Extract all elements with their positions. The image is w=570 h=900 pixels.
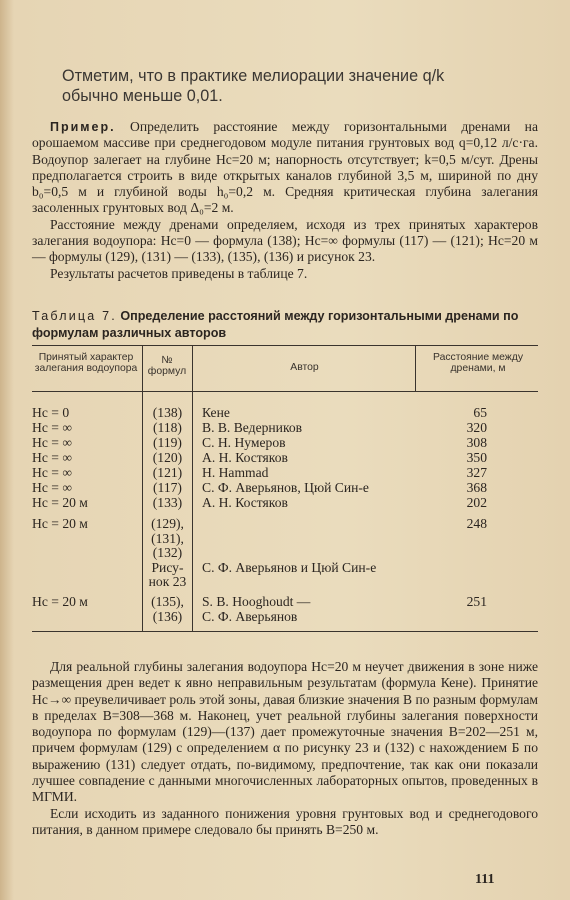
cell-distance: 202: [466, 495, 487, 510]
results-table: [32, 345, 538, 640]
example-paragraph-1: [32, 119, 538, 217]
table-header-rule: [32, 391, 538, 392]
cell-formula-multiline: [145, 595, 190, 624]
cell-condition: Hс = ∞: [32, 435, 73, 450]
cell-author: В. В. Ведерников: [202, 420, 303, 435]
conclusion-paragraph-1: Для реальной глубины залегания водоупора Hс=20 м неучет движения в зоне ниже размещения дрен ведет к явно неправильным результатам (формула Кене). Принятие Hс→∞ преувеличивает роль этой зоны, давая близкие значения B по разным формулам в пределах B=308—368 м. Наконец, учет реальной глубины залегания поверхности водоупора по формулам (129)—(137) дает промежуточные значения B=202—251 м, причем формулам (129) с определением α по рисунку 23 и (132) с нахождением Б по выражению (131) следует отдать, по-видимому, предпочтение, так как они показали лучшее совпадение с данными многочисленных лабораторных опытов, проведенных в МГМИ.: [32, 659, 538, 805]
cell-condition: Hс = ∞: [32, 480, 73, 495]
page-number: 111: [475, 872, 495, 887]
cell-distance: 251: [466, 594, 487, 609]
cell-author: С. Н. Нумеров: [202, 435, 286, 450]
example-text-1: Определить расстояние между горизонтальными дренами на орошаемом массиве при среднегодовом модуле питания грунтовых вод q=0,12 л/с·га. Водоупор залегает на глубине Hс=20 м; напорность отсутствует; k=0,5 м/сут. Дрены предполагается строить в виде открытых каналов глубиной 3,5 м, шириной по дну b₀=0,5 м и глубиной воды h₀=0,2 м. Средняя критическая глубина залегания засоленных грунтовых вод Δ₀=2 м.: [32, 119, 538, 216]
formula-line: (131),: [151, 530, 184, 546]
cell-author: А. Н. Костяков: [202, 495, 288, 510]
author-line: С. Ф. Аверьянов: [202, 608, 298, 624]
cell-distance: 320: [466, 420, 487, 435]
cell-formula: (119): [153, 435, 182, 450]
intro-line-2: обычно меньше 0,01.: [62, 87, 223, 105]
cell-author: А. Н. Костяков: [202, 450, 288, 465]
cell-condition: Hс = 20 м: [32, 594, 88, 609]
header-author: Автор: [290, 362, 319, 373]
cell-author: Кене: [202, 405, 230, 420]
table-top-rule: [32, 345, 538, 346]
formula-line: (129),: [151, 516, 184, 531]
cell-distance: 65: [473, 405, 487, 420]
formula-line: Рису-: [151, 559, 184, 575]
cell-condition: Hс = 20 м: [32, 516, 88, 531]
cell-formula-multiline: [145, 517, 190, 590]
table-bottom-rule: [32, 631, 538, 632]
example-section: [32, 119, 538, 282]
example-paragraph-3: Результаты расчетов приведены в таблице 7.: [50, 265, 308, 281]
formula-line: (135),: [151, 594, 184, 609]
formula-line: (132): [152, 545, 183, 561]
header-formula: № формул: [147, 355, 187, 377]
example-heading: Пример.: [50, 120, 116, 134]
table-title: Определение расстояний между горизонтальными дренами по формулам различных авторов: [32, 309, 519, 340]
header-condition: Принятый характер залегания водоупора: [34, 352, 138, 374]
conclusion-paragraph-2: Если исходить из заданного понижения уровня грунтовых вод и среднегодового питания, в данном примере следовало бы принять B=250 м.: [32, 805, 538, 837]
author-line: S. B. Hooghoudt —: [202, 594, 311, 609]
cell-author: С. Ф. Аверьянов, Цюй Син-е: [202, 480, 369, 495]
table-col-divider-3: [415, 345, 416, 391]
cell-condition: Hс = 0: [32, 405, 70, 420]
table-label: Таблица 7.: [32, 309, 117, 323]
cell-formula: (120): [152, 450, 183, 465]
formula-line: (136): [152, 608, 183, 624]
cell-distance: 308: [466, 435, 487, 450]
cell-condition: Hс = 20 м: [32, 495, 88, 510]
conclusion-section: [32, 659, 538, 838]
cell-author-multiline: [202, 595, 432, 624]
intro-line-1: Отметим, что в практике мелиорации значение q/k: [62, 67, 445, 85]
cell-formula: (117): [153, 480, 182, 495]
cell-formula: (138): [152, 405, 183, 420]
cell-condition: Hс = ∞: [32, 450, 73, 465]
table-col-divider-2: [192, 345, 193, 631]
formula-line: нок 23: [148, 574, 187, 590]
cell-author: С. Ф. Аверьянов и Цюй Син-е: [202, 560, 377, 575]
cell-condition: Hс = ∞: [32, 465, 73, 480]
cell-author: H. Hammad: [202, 465, 269, 480]
cell-condition: Hс = ∞: [32, 420, 73, 435]
intro-paragraph: [62, 66, 532, 106]
example-paragraph-2: Расстояние между дренами определяем, исходя из трех принятых характеров залегания водоупора: Hс=0 — формула (138); Hс=∞ формулы (117) — (121); Hс=20 м — формулы (129), (131) — (133), (135), (136) и рисунок 23.: [32, 216, 538, 265]
cell-distance: 368: [466, 480, 487, 495]
table-caption: [32, 308, 538, 341]
header-distance: Расстояние между дренами, м: [432, 352, 524, 374]
cell-distance: 248: [466, 516, 487, 531]
cell-distance: 350: [466, 450, 487, 465]
cell-formula: (118): [153, 420, 182, 435]
cell-formula: (121): [152, 465, 183, 480]
cell-distance: 327: [466, 465, 487, 480]
table-col-divider-1: [142, 345, 143, 631]
cell-formula: (133): [152, 495, 183, 510]
